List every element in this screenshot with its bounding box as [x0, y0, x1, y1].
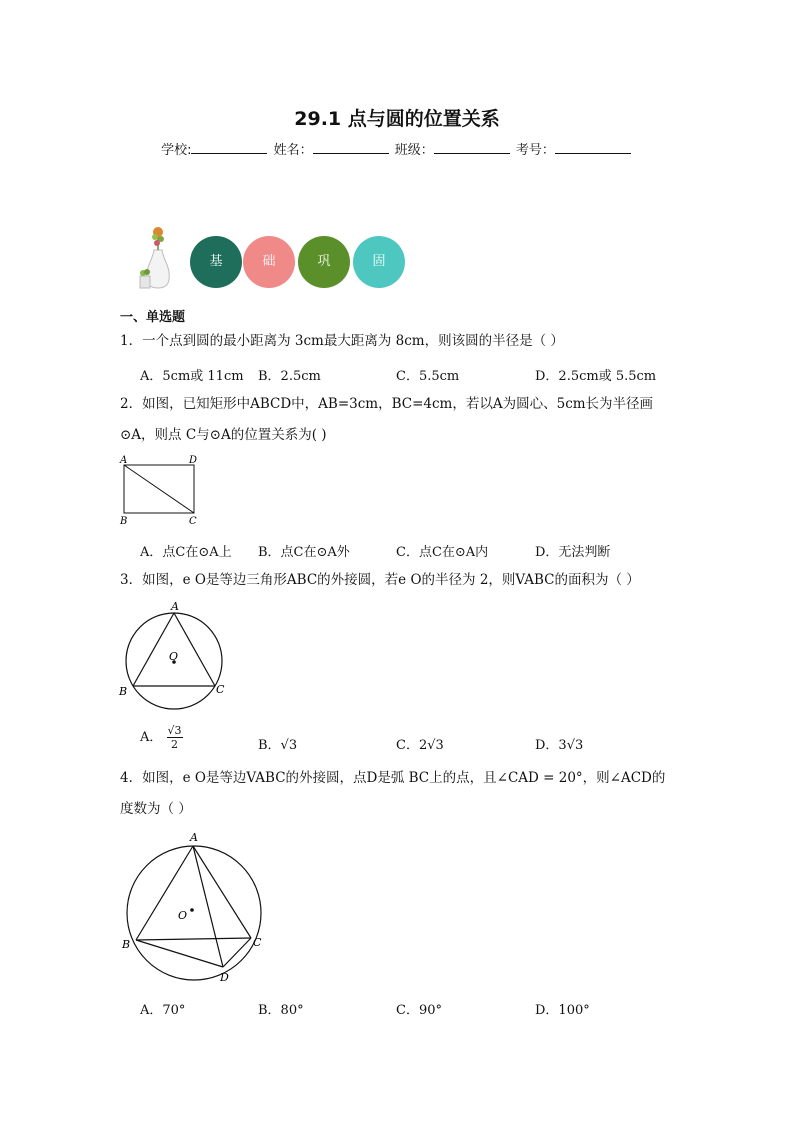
name-label: 姓名：: [273, 143, 313, 158]
exam-no-label: 考号：: [515, 143, 555, 158]
q3-option-c: C．2√3: [396, 738, 444, 753]
label-a: A: [171, 600, 179, 613]
label-a: A: [190, 831, 198, 844]
badge-gong: 巩: [298, 236, 350, 288]
page-title: 29.1 点与圆的位置关系: [294, 108, 500, 130]
label-b: B: [119, 685, 128, 698]
label-c: C: [216, 683, 225, 696]
label-o: O: [178, 909, 188, 922]
q3-option-d: D．3√3: [535, 738, 584, 753]
class-label: 班级：: [394, 143, 434, 158]
question-2-line2: ⊙A，则点 C与⊙A的位置关系为( ): [120, 427, 327, 443]
name-blank: [313, 141, 389, 154]
q1-option-c: C．5.5cm: [396, 369, 460, 384]
label-b: B: [122, 938, 131, 951]
q1-option-d: D．2.5cm或 5.5cm: [535, 369, 657, 384]
q2-option-b: B．点C在⊙A外: [258, 545, 350, 560]
q2-option-d: D．无法判断: [535, 545, 611, 560]
q1-option-b: B．2.5cm: [258, 369, 321, 384]
q2-option-c: C．点C在⊙A内: [396, 545, 489, 560]
section-title: 一、单选题: [120, 310, 186, 325]
q4-option-d: D．100°: [535, 1003, 590, 1018]
label-a: A: [120, 455, 128, 466]
question-1-text: 1．一个点到圆的最小距离为 3cm最大距离为 8cm，则该圆的半径是（ ）: [120, 333, 564, 349]
rectangle-abcd-figure: [114, 450, 204, 530]
q3-option-b: B．√3: [258, 738, 298, 753]
badge-gu: 固: [353, 236, 405, 288]
student-info-line: [0, 139, 794, 158]
label-d: D: [189, 455, 198, 466]
question-2-line1: 2．如图，已知矩形中ABCD中，AB=3cm，BC=4cm，若以A为圆心、5cm长为半径画: [120, 396, 654, 412]
label-b: B: [120, 516, 128, 527]
q3-option-a-prefix: A．: [140, 730, 163, 745]
q1-option-a: A．5cm或 11cm: [140, 369, 244, 384]
badge-chu: 础: [243, 236, 295, 288]
question-4-line2: 度数为（ ）: [120, 801, 192, 817]
inscribed-triangle-figure: [114, 598, 232, 720]
q4-option-a: A．70°: [140, 1003, 186, 1018]
circle-abcd-figure: [114, 828, 274, 988]
q3-option-a-numerator: √3: [167, 724, 182, 737]
question-4-line1: 4．如图，e O是等边VABC的外接圆，点D是弧 BC上的点，且∠CAD = 20°，则∠ACD的: [120, 770, 666, 786]
class-blank: [434, 141, 510, 154]
q4-option-c: C．90°: [396, 1003, 442, 1018]
q3-option-a-denominator: 2: [171, 738, 179, 751]
school-label: 学校:: [161, 143, 192, 158]
school-blank: [191, 141, 267, 154]
exam-no-blank: [555, 141, 631, 154]
q3-option-a-fraction: [167, 724, 183, 751]
label-c: C: [253, 936, 262, 949]
label-c: C: [189, 516, 197, 527]
badge-ji: 基: [190, 236, 242, 288]
q4-option-b: B．80°: [258, 1003, 304, 1018]
vase-plant-icon: [136, 224, 180, 290]
label-o: O: [169, 650, 179, 663]
q3-option-a: [140, 724, 183, 751]
question-3-text: 3．如图，e O是等边三角形ABC的外接圆，若e O的半径为 2，则VABC的面积为（ ）: [120, 572, 640, 588]
q2-option-a: A．点C在⊙A上: [140, 545, 232, 560]
label-d: D: [220, 971, 229, 984]
